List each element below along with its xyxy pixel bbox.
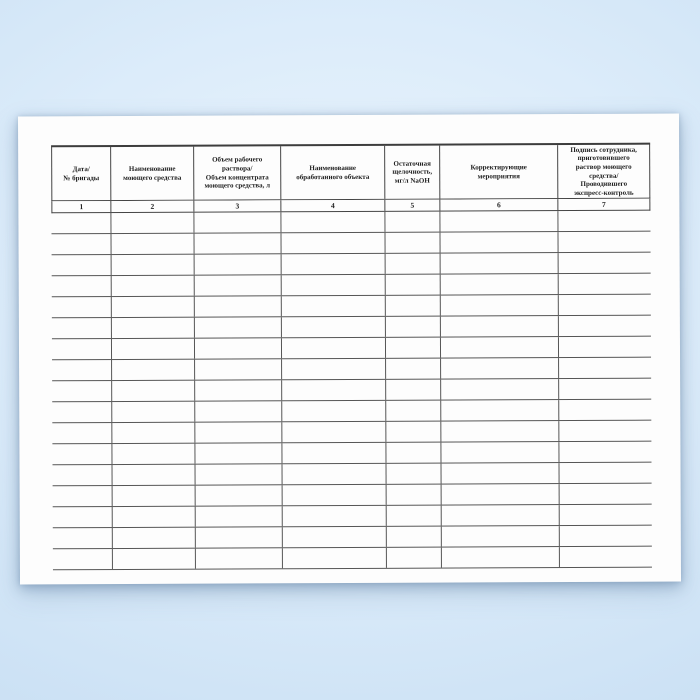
table-cell: [194, 254, 281, 274]
table-cell: [52, 255, 111, 275]
table-cell: [195, 506, 282, 526]
table-cell: [281, 359, 385, 379]
table-cell: [194, 275, 281, 295]
table-cell: [558, 421, 649, 441]
table-cell: [440, 295, 558, 316]
table-cell: [385, 422, 440, 442]
header-cell-4: Наименование обработанного объекта: [281, 146, 385, 199]
table-cell: [112, 528, 195, 548]
table-cell: [385, 275, 440, 295]
table-cell: [194, 338, 281, 358]
table-cell: [558, 400, 649, 420]
table-cell: [281, 275, 385, 295]
table-cell: [385, 317, 440, 337]
table-cell: [440, 400, 558, 421]
table-cell: [52, 297, 111, 317]
paper-sheet: [18, 114, 681, 585]
table-cell: [282, 485, 386, 505]
table-cell: [282, 464, 386, 484]
table-row: [52, 358, 651, 382]
table-cell: [440, 274, 558, 295]
table-cell: [53, 549, 112, 569]
table-cell: [559, 526, 650, 546]
table-cell: [111, 297, 194, 317]
table-cell: [440, 253, 558, 274]
table-cell: [384, 212, 439, 232]
table-cell: [52, 444, 111, 464]
table-cell: [557, 211, 648, 231]
table-cell: [53, 465, 112, 485]
table-cell: [558, 442, 649, 462]
table-cell: [53, 507, 112, 527]
table-cell: [440, 358, 558, 379]
table-cell: [386, 464, 441, 484]
table-cell: [194, 422, 281, 442]
table-cell: [386, 485, 441, 505]
table-cell: [281, 338, 385, 358]
table-cell: [559, 484, 650, 504]
column-number-3: 3: [194, 200, 281, 211]
table-header-row: [51, 143, 650, 202]
table-cell: [195, 464, 282, 484]
table-cell: [441, 484, 559, 505]
column-number-6: 6: [440, 199, 558, 211]
table-cell: [112, 549, 195, 569]
table-row: [52, 442, 651, 466]
table-cell: [282, 506, 386, 526]
table-cell: [111, 360, 194, 380]
table-cell: [558, 274, 649, 294]
table-cell: [386, 548, 441, 568]
table-cell: [111, 444, 194, 464]
table-cell: [112, 507, 195, 527]
table-cell: [282, 548, 386, 568]
table-cell: [386, 527, 441, 547]
table-cell: [194, 296, 281, 316]
header-cell-3: Объем рабочего раствора/ Объем концентрата моющего средства, л: [194, 146, 281, 199]
table-cell: [111, 276, 194, 296]
table-row: [52, 337, 651, 361]
table-cell: [385, 338, 440, 358]
table-cell: [52, 423, 111, 443]
table-cell: [53, 486, 112, 506]
table-cell: [110, 213, 193, 233]
header-cell-5: Остаточная щелочность, мг/л NaOH: [385, 146, 440, 199]
table-cell: [441, 547, 559, 568]
table-cell: [51, 234, 110, 254]
column-number-2: 2: [111, 201, 194, 212]
header-cell-2: Наименование моющего средства: [111, 147, 194, 200]
table-cell: [558, 295, 649, 315]
table-cell: [441, 505, 559, 526]
table-cell: [52, 318, 111, 338]
table-cell: [385, 443, 440, 463]
table-cell: [281, 380, 385, 400]
table-cell: [194, 317, 281, 337]
table-cell: [194, 359, 281, 379]
table-cell: [194, 380, 281, 400]
table-cell: [111, 318, 194, 338]
table-cell: [195, 548, 282, 568]
table-cell: [193, 212, 280, 232]
table-row: [51, 211, 650, 235]
table-cell: [558, 463, 649, 483]
table-cell: [439, 232, 557, 253]
table-cell: [52, 276, 111, 296]
table-row: [52, 379, 651, 403]
table-cell: [439, 211, 557, 232]
table-cell: [558, 253, 649, 273]
table-cell: [194, 443, 281, 463]
table-cell: [52, 360, 111, 380]
table-row: [52, 295, 651, 319]
log-table: [51, 143, 652, 571]
table-cell: [193, 233, 280, 253]
table-cell: [281, 254, 385, 274]
table-cell: [111, 255, 194, 275]
table-cell: [52, 339, 111, 359]
table-cell: [558, 316, 649, 336]
table-cell: [111, 402, 194, 422]
table-cell: [111, 381, 194, 401]
table-row: [53, 547, 652, 571]
table-cell: [385, 359, 440, 379]
table-cell: [280, 233, 384, 253]
table-cell: [195, 485, 282, 505]
column-number-1: 1: [52, 201, 111, 212]
table-cell: [558, 379, 649, 399]
table-cell: [280, 212, 384, 232]
column-number-5: 5: [385, 200, 440, 211]
table-cell: [281, 443, 385, 463]
table-cell: [52, 381, 111, 401]
table-cell: [194, 401, 281, 421]
table-cell: [558, 337, 649, 357]
table-row: [52, 274, 651, 298]
table-row: [52, 421, 651, 445]
table-cell: [110, 234, 193, 254]
table-cell: [52, 402, 111, 422]
table-cell: [112, 486, 195, 506]
table-cell: [111, 423, 194, 443]
table-cell: [385, 401, 440, 421]
table-body: [51, 211, 652, 571]
table-cell: [281, 317, 385, 337]
column-number-7: 7: [601, 199, 606, 209]
table-cell: [112, 465, 195, 485]
table-cell: [384, 233, 439, 253]
table-cell: [558, 358, 649, 378]
table-row: [52, 316, 651, 340]
table-cell: [441, 463, 559, 484]
table-cell: [440, 379, 558, 400]
table-cell: [53, 528, 112, 548]
column-number-4: 4: [281, 200, 385, 211]
table-cell: [440, 442, 558, 463]
header-cell-1: Дата/ № бригады: [52, 147, 111, 200]
table-cell: [51, 213, 110, 233]
table-row: [53, 526, 652, 550]
table-cell: [281, 422, 385, 442]
table-row: [52, 400, 651, 424]
table-cell: [282, 527, 386, 547]
table-cell: [440, 337, 558, 358]
table-row: [53, 484, 652, 508]
table-cell: [440, 316, 558, 337]
table-cell: [195, 527, 282, 547]
table-cell: [441, 526, 559, 547]
table-cell: [281, 296, 385, 316]
table-cell: [557, 232, 648, 252]
table-row: [51, 232, 650, 256]
table-cell: [385, 296, 440, 316]
table-cell: [559, 547, 650, 567]
table-cell: [386, 506, 441, 526]
table-cell: [111, 339, 194, 359]
table-cell: [385, 380, 440, 400]
table-row: [53, 505, 652, 529]
header-cell-7: Подпись сотрудника, приготовившего раствор моющего средства/ Проводившего экспресс-контроль: [570, 145, 637, 197]
table-cell: [385, 254, 440, 274]
header-cell-6: Корректирующие мероприятия: [440, 145, 558, 199]
table-row: [52, 253, 651, 277]
table-cell: [559, 505, 650, 525]
table-cell: [440, 421, 558, 442]
table-row: [53, 463, 652, 487]
table-cell: [281, 401, 385, 421]
